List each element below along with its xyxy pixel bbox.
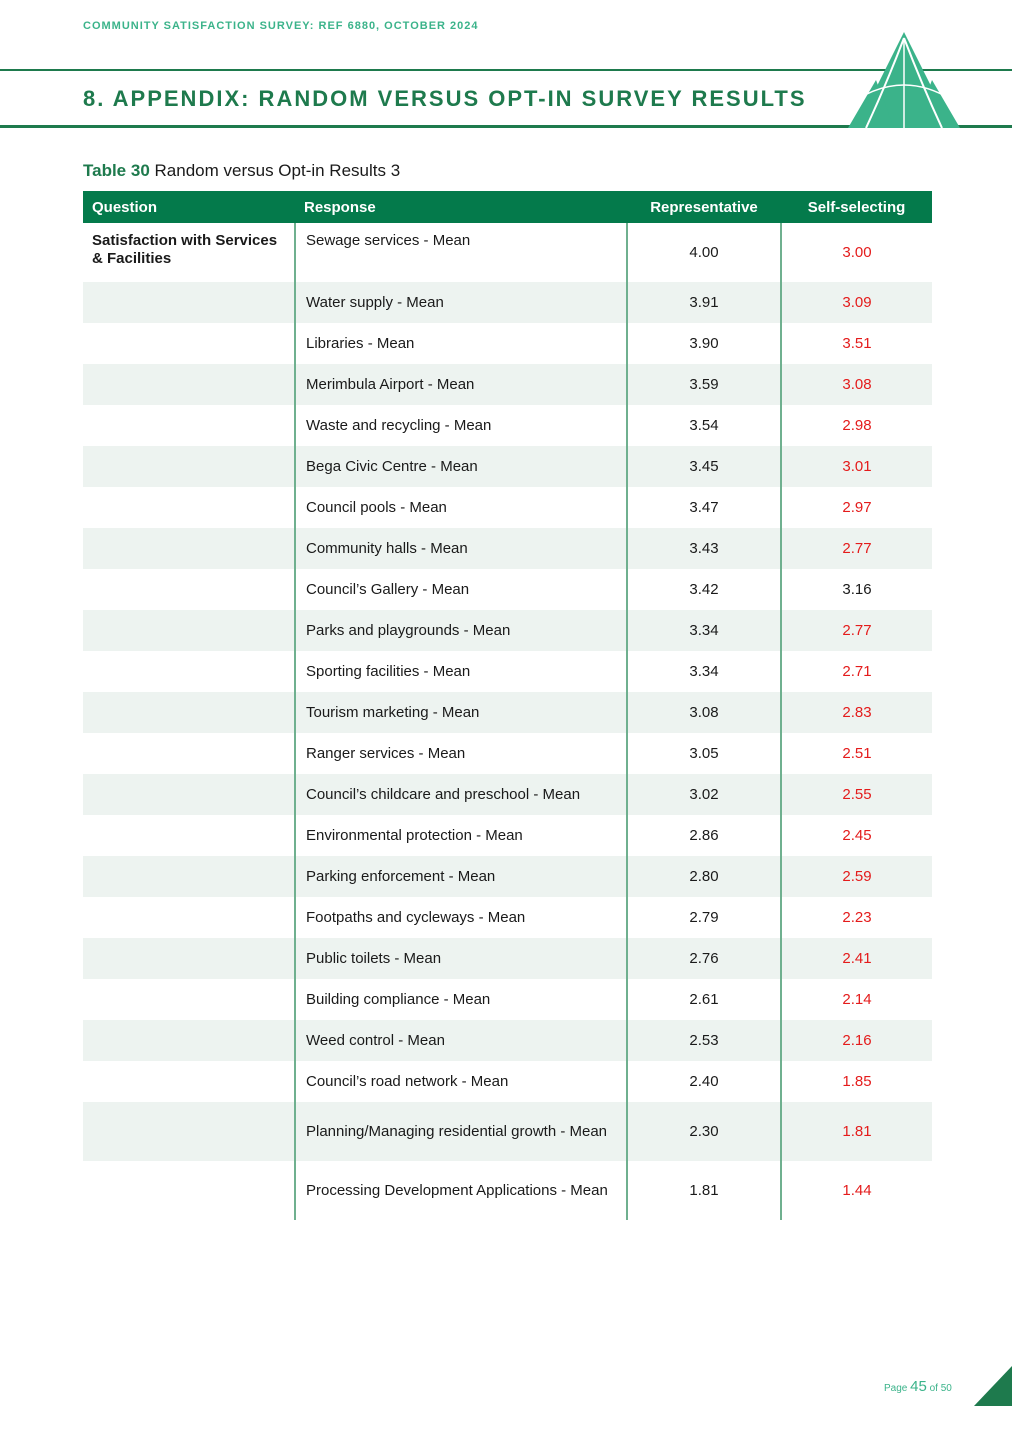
cell-response: Libraries - Mean (295, 323, 627, 364)
cell-self-selecting: 2.16 (781, 1020, 932, 1061)
cell-representative: 4.00 (627, 223, 781, 282)
cell-representative: 2.76 (627, 938, 781, 979)
cell-response: Water supply - Mean (295, 282, 627, 323)
table-row (83, 610, 932, 651)
table-row (83, 733, 932, 774)
cell-self-selecting: 1.44 (781, 1161, 932, 1220)
column-header-self-selecting: Self-selecting (781, 191, 932, 223)
cell-representative: 3.54 (627, 405, 781, 446)
cell-question (83, 733, 295, 774)
table-row (83, 1102, 932, 1161)
results-table (83, 191, 932, 1220)
cell-representative: 3.59 (627, 364, 781, 405)
cell-response: Environmental protection - Mean (295, 815, 627, 856)
cell-response: Parking enforcement - Mean (295, 856, 627, 897)
cell-self-selecting: 2.77 (781, 610, 932, 651)
table-row (83, 815, 932, 856)
table-row (83, 405, 932, 446)
cell-response: Council’s Gallery - Mean (295, 569, 627, 610)
table-row (83, 323, 932, 364)
cell-question (83, 938, 295, 979)
cell-self-selecting: 2.14 (781, 979, 932, 1020)
cell-self-selecting: 2.71 (781, 651, 932, 692)
cell-response: Sewage services - Mean (295, 223, 627, 282)
cell-question (83, 282, 295, 323)
table-row (83, 487, 932, 528)
cell-question (83, 446, 295, 487)
table-row (83, 569, 932, 610)
table-row (83, 223, 932, 282)
cell-response: Public toilets - Mean (295, 938, 627, 979)
cell-response: Waste and recycling - Mean (295, 405, 627, 446)
cell-question (83, 364, 295, 405)
page-prefix: Page (884, 1383, 911, 1394)
column-header-question: Question (83, 191, 295, 223)
cell-self-selecting: 3.01 (781, 446, 932, 487)
cell-question: Satisfaction with Services & Facilities (92, 232, 278, 267)
cell-response: Tourism marketing - Mean (295, 692, 627, 733)
cell-question (83, 1020, 295, 1061)
table-row (83, 1020, 932, 1061)
cell-question (83, 569, 295, 610)
corner-triangle-icon (974, 1366, 1012, 1406)
cell-response: Sporting facilities - Mean (295, 651, 627, 692)
cell-question (83, 323, 295, 364)
table-caption-label: Table 30 (83, 161, 150, 180)
cell-self-selecting: 2.41 (781, 938, 932, 979)
cell-self-selecting: 2.55 (781, 774, 932, 815)
cell-representative: 3.34 (627, 651, 781, 692)
table-row (83, 774, 932, 815)
cell-representative: 3.90 (627, 323, 781, 364)
cell-self-selecting: 1.81 (781, 1102, 932, 1161)
page-suffix: of 50 (926, 1383, 952, 1394)
table-row (83, 528, 932, 569)
cell-question (83, 1161, 295, 1220)
cell-question (83, 692, 295, 733)
table-row (83, 938, 932, 979)
table-row (83, 897, 932, 938)
table-row (83, 692, 932, 733)
cell-representative: 3.34 (627, 610, 781, 651)
cell-response: Ranger services - Mean (295, 733, 627, 774)
page-number (884, 1378, 952, 1395)
cell-self-selecting: 3.51 (781, 323, 932, 364)
cell-self-selecting: 1.85 (781, 1061, 932, 1102)
cell-representative: 1.81 (627, 1161, 781, 1220)
cell-response: Weed control - Mean (295, 1020, 627, 1061)
cell-question (83, 1102, 295, 1161)
column-header-representative: Representative (627, 191, 781, 223)
cell-question (83, 774, 295, 815)
table-row (83, 1161, 932, 1220)
cell-representative: 3.02 (627, 774, 781, 815)
table-row (83, 651, 932, 692)
cell-response: Bega Civic Centre - Mean (295, 446, 627, 487)
cell-representative: 2.53 (627, 1020, 781, 1061)
cell-question (83, 528, 295, 569)
cell-representative: 2.30 (627, 1102, 781, 1161)
cell-question (83, 651, 295, 692)
cell-self-selecting: 3.09 (781, 282, 932, 323)
cell-question (83, 979, 295, 1020)
page-current: 45 (910, 1378, 927, 1395)
cell-response: Footpaths and cycleways - Mean (295, 897, 627, 938)
cell-self-selecting: 3.08 (781, 364, 932, 405)
cell-question (83, 1061, 295, 1102)
cell-response: Council pools - Mean (295, 487, 627, 528)
table-header-row (83, 191, 932, 223)
cell-self-selecting: 3.00 (781, 223, 932, 282)
cell-question (83, 487, 295, 528)
cell-representative: 3.42 (627, 569, 781, 610)
cell-response: Processing Development Applications - Mean (295, 1161, 627, 1220)
cell-response: Parks and playgrounds - Mean (295, 610, 627, 651)
cell-representative: 3.08 (627, 692, 781, 733)
cell-response: Council’s childcare and preschool - Mean (295, 774, 627, 815)
cell-self-selecting: 2.97 (781, 487, 932, 528)
cell-question (83, 815, 295, 856)
cell-representative: 3.47 (627, 487, 781, 528)
cell-self-selecting: 2.45 (781, 815, 932, 856)
cell-response: Council’s road network - Mean (295, 1061, 627, 1102)
running-header: COMMUNITY SATISFACTION SURVEY: REF 6880, OCTOBER 2024 (83, 20, 479, 32)
cell-representative: 3.05 (627, 733, 781, 774)
table-row (83, 856, 932, 897)
cell-question (83, 610, 295, 651)
cell-self-selecting: 2.51 (781, 733, 932, 774)
cell-representative: 3.91 (627, 282, 781, 323)
cell-question (83, 897, 295, 938)
cell-self-selecting: 3.16 (781, 569, 932, 610)
cell-self-selecting: 2.98 (781, 405, 932, 446)
cell-representative: 2.40 (627, 1061, 781, 1102)
table-row (83, 364, 932, 405)
table-caption-text: Random versus Opt-in Results 3 (154, 161, 401, 180)
cell-representative: 2.86 (627, 815, 781, 856)
cell-question (83, 405, 295, 446)
cell-representative: 2.61 (627, 979, 781, 1020)
cell-response: Building compliance - Mean (295, 979, 627, 1020)
cell-response: Community halls - Mean (295, 528, 627, 569)
cell-response: Merimbula Airport - Mean (295, 364, 627, 405)
council-logo-icon (846, 30, 962, 130)
column-header-response: Response (295, 191, 627, 223)
cell-representative: 3.45 (627, 446, 781, 487)
cell-self-selecting: 2.83 (781, 692, 932, 733)
cell-self-selecting: 2.77 (781, 528, 932, 569)
cell-self-selecting: 2.59 (781, 856, 932, 897)
cell-representative: 2.79 (627, 897, 781, 938)
cell-question (83, 856, 295, 897)
cell-response: Planning/Managing residential growth - Mean (295, 1102, 627, 1161)
cell-self-selecting: 2.23 (781, 897, 932, 938)
section-title: 8. APPENDIX: RANDOM VERSUS OPT-IN SURVEY RESULTS (83, 86, 807, 111)
table-row (83, 282, 932, 323)
table-caption (83, 161, 400, 181)
cell-representative: 2.80 (627, 856, 781, 897)
table-body (83, 223, 932, 1220)
table-row (83, 979, 932, 1020)
table-row (83, 446, 932, 487)
table-row (83, 1061, 932, 1102)
cell-representative: 3.43 (627, 528, 781, 569)
